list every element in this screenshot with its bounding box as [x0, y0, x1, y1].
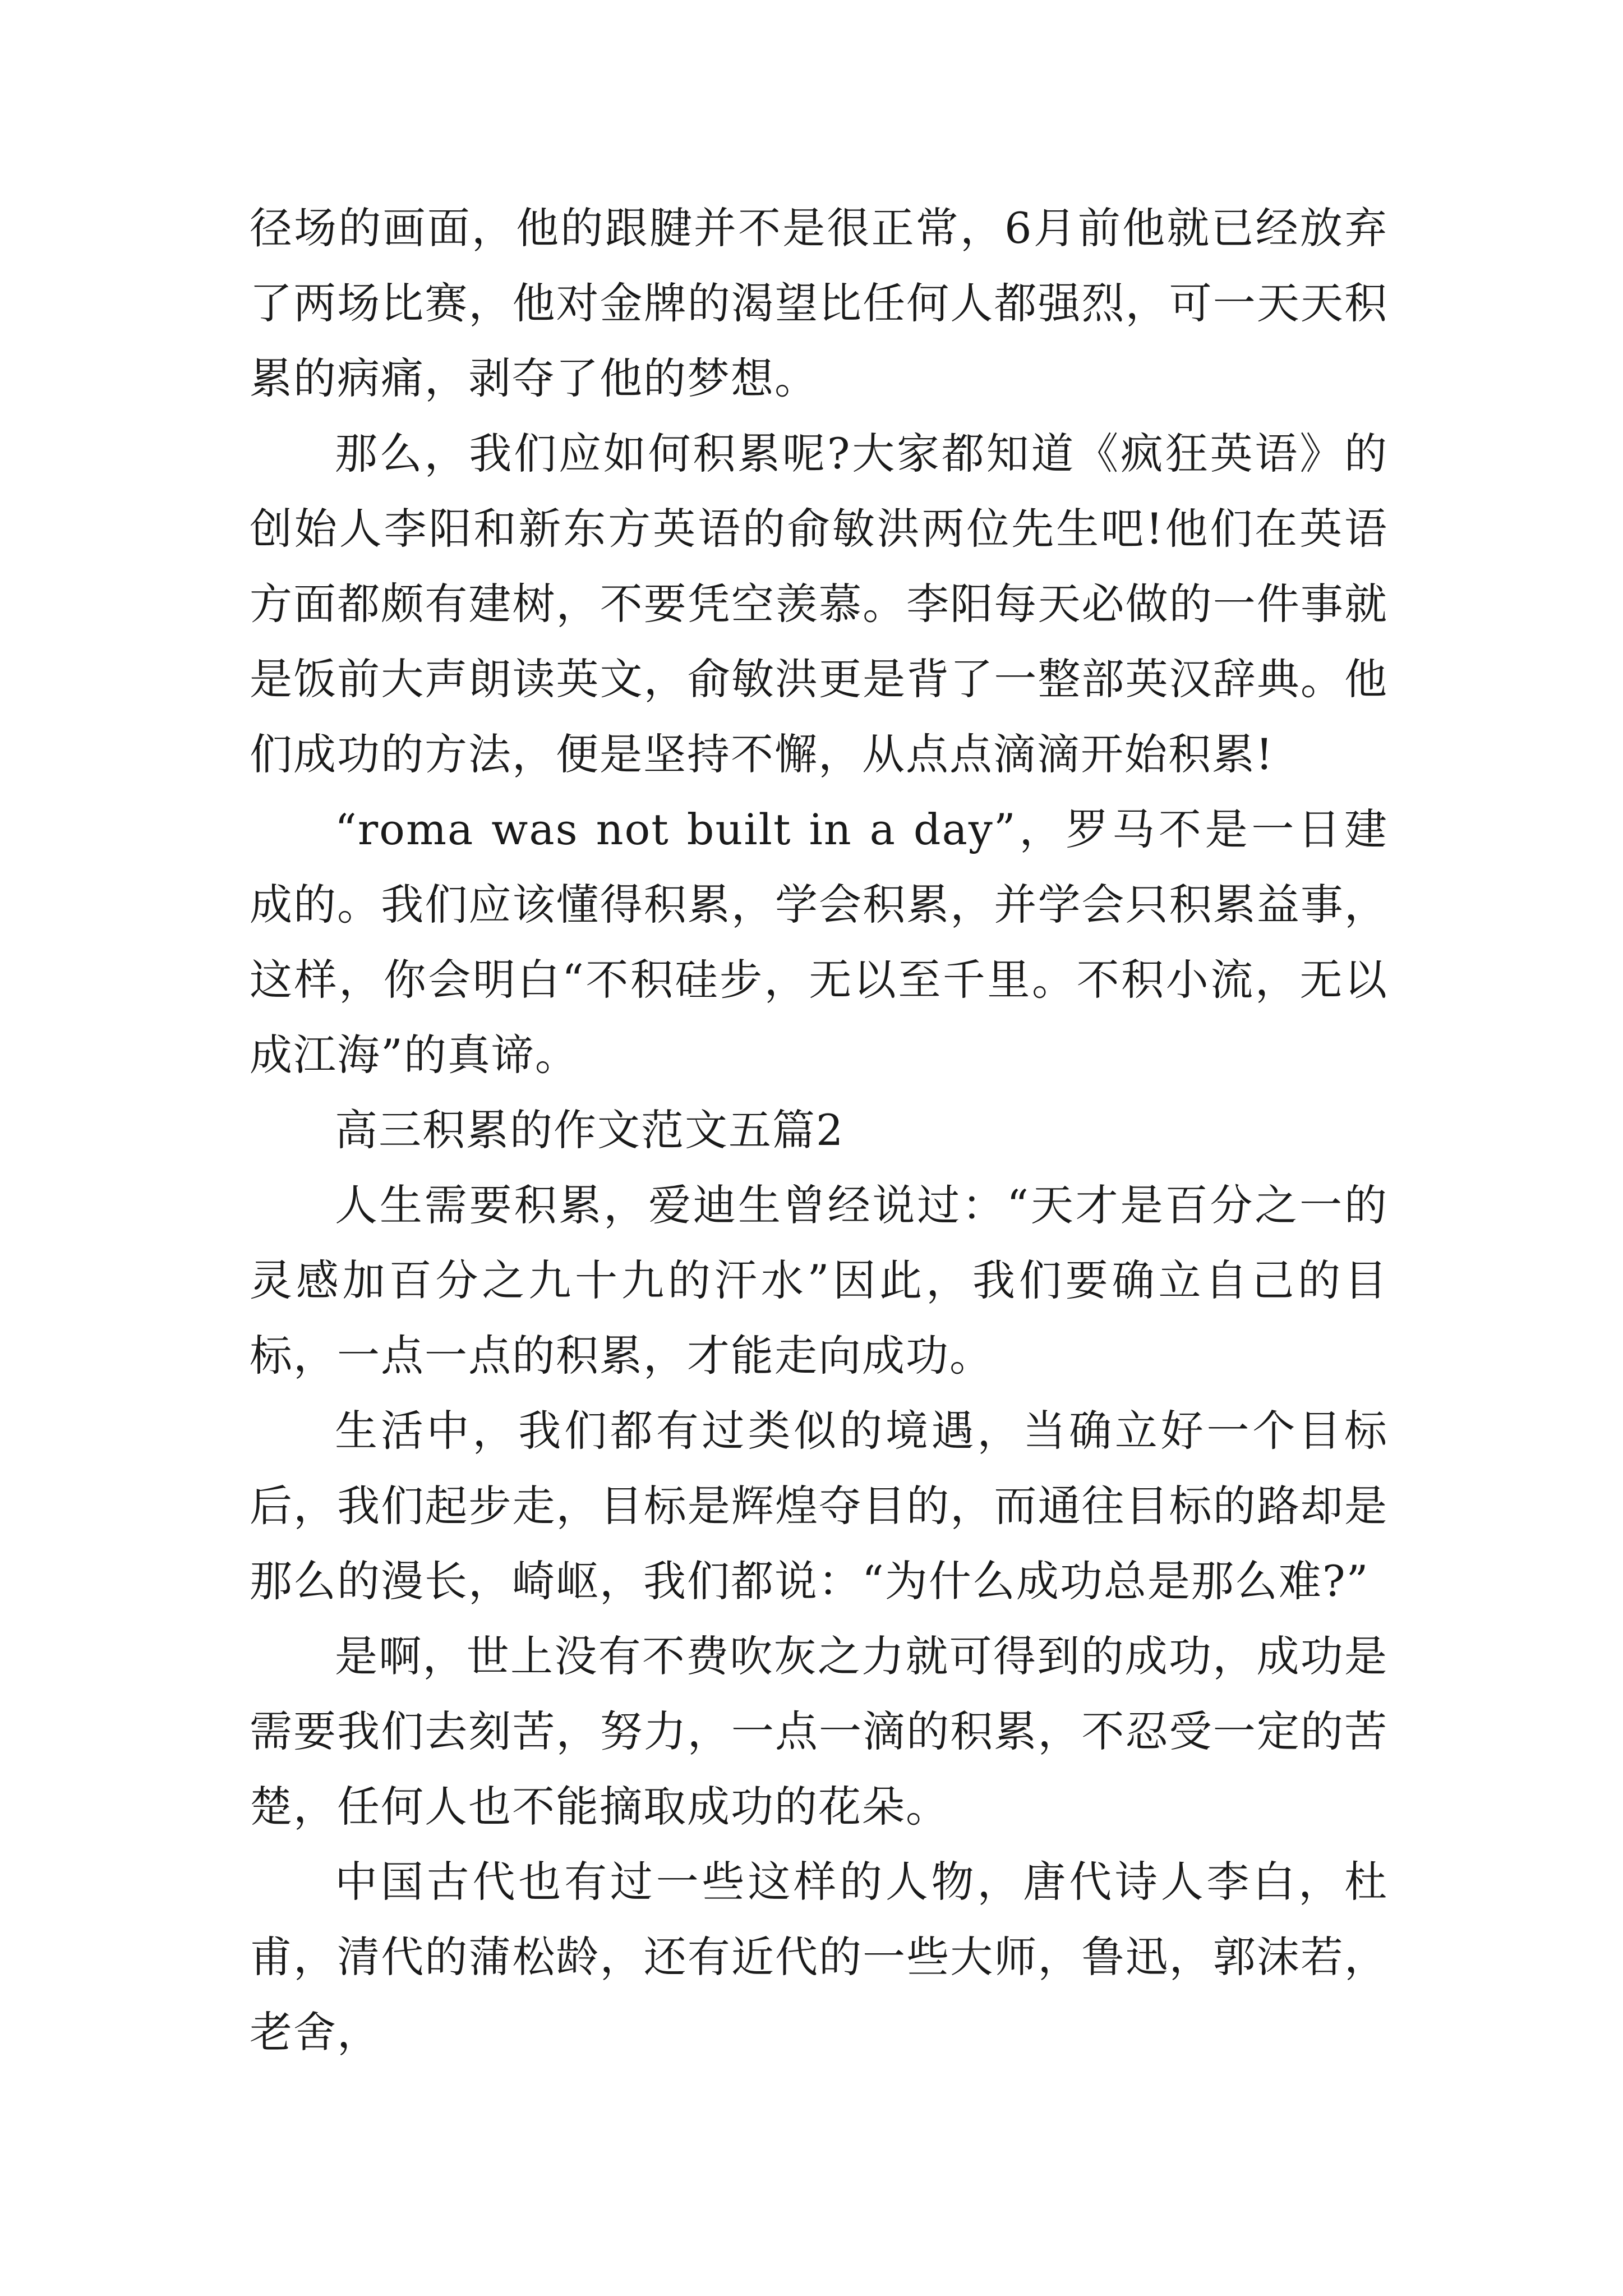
paragraph: 是啊，世上没有不费吹灰之力就可得到的成功，成功是需要我们去刻苦，努力，一点一滴的积累，不忍受一定的苦楚，任何人也不能摘取成功的花朵。 — [250, 1631, 1388, 1832]
section-title: 高三积累的作文范文五篇2 — [335, 1105, 845, 1155]
paragraph: 生活中，我们都有过类似的境遇，当确立好一个目标后，我们起步走，目标是辉煌夺目的，而通往目标的路却是那么的漫长，崎岖，我们都说：“为什么成功总是那么难?” — [250, 1406, 1388, 1606]
paragraph: 人生需要积累，爱迪生曾经说过：“天才是百分之一的灵感加百分之九十九的汗水”因此，我们要确立自己的目标，一点一点的积累，才能走向成功。 — [250, 1180, 1388, 1381]
paragraph-continued: 径场的画面，他的跟腱并不是很正常，6月前他就已经放弃了两场比赛，他对金牌的渴望比任何人都强烈，可一天天积累的病痛，剥夺了他的梦想。 — [250, 203, 1388, 403]
paragraph: 那么，我们应如何积累呢?大家都知道《疯狂英语》的创始人李阳和新东方英语的俞敏洪两位先生吧!他们在英语方面都颇有建树，不要凭空羡慕。李阳每天必做的一件事就是饭前大声朗读英文，俞敏洪更是背了一整部英汉辞典。他们成功的方法，便是坚持不懈，从点点滴滴开始积累! — [250, 429, 1388, 779]
paragraph: “roma was not built in a day”，罗马不是一日建成的。我们应该懂得积累，学会积累，并学会只积累益事，这样，你会明白“不积硅步，无以至千里。不积小流，无以成江海”的真谛。 — [250, 804, 1388, 1080]
paragraph: 中国古代也有过一些这样的人物，唐代诗人李白，杜甫，清代的蒲松龄，还有近代的一些大师，鲁迅，郭沫若，老舍， — [250, 1857, 1388, 2057]
document-body — [250, 191, 1388, 2070]
